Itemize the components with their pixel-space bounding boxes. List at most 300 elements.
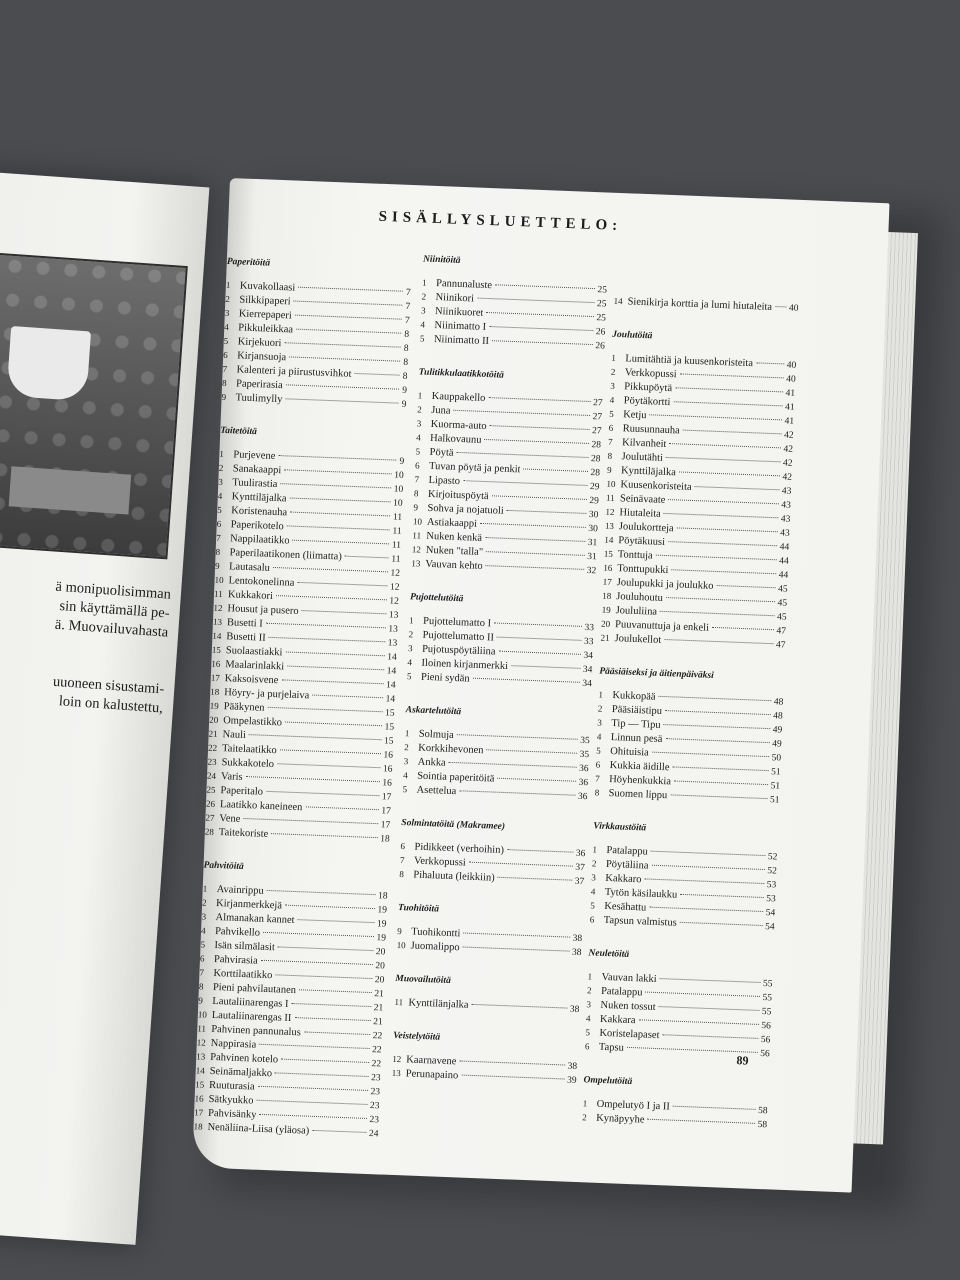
entry-page: 15 (383, 736, 394, 747)
entry-title: Kaarnavene (406, 1054, 457, 1068)
entry-page: 55 (762, 993, 773, 1004)
entry-title: Tuulirastia (232, 477, 278, 491)
room-photo (0, 253, 188, 560)
entry-number: 6 (589, 914, 595, 925)
entry-page: 24 (368, 1129, 379, 1140)
entry-number: 1 (408, 615, 414, 626)
entry-page: 17 (380, 820, 391, 831)
entry-number: 18 (210, 686, 220, 697)
dot-leader (680, 922, 762, 926)
dot-leader (477, 298, 594, 303)
dot-leader (284, 342, 400, 347)
entry-title: Pannunaluste (435, 277, 493, 292)
dot-leader (486, 551, 584, 556)
entry-title: Joululiina (615, 605, 658, 618)
entry-number: 1 (598, 689, 604, 700)
entry-title: Niinikori (435, 291, 475, 305)
dot-leader (268, 707, 383, 712)
dot-leader (665, 710, 770, 715)
entry-number: 3 (420, 305, 426, 316)
entry-title: Laatikko kaneineen (219, 799, 303, 814)
contents-section (193, 859, 388, 1141)
contents-section (396, 902, 583, 960)
entry-number: 5 (406, 671, 412, 682)
entry-number: 7 (199, 967, 205, 978)
entry-title: Verkkopussi (624, 367, 677, 381)
dot-leader (648, 1119, 755, 1124)
entry-number: 6 (595, 759, 601, 770)
entry-number: 9 (221, 391, 227, 403)
dot-leader (246, 776, 380, 782)
entry-page: 16 (383, 750, 394, 761)
entry-page: 7 (405, 301, 411, 313)
dot-leader (312, 695, 382, 699)
dot-leader (294, 1017, 370, 1021)
contents-section (594, 666, 784, 808)
entry-page: 19 (376, 919, 387, 930)
entry-number: 10 (214, 574, 224, 586)
entry-title: Lentokonelinna (228, 575, 295, 589)
entry-number: 3 (586, 999, 592, 1010)
dot-leader (673, 401, 782, 406)
entry-number: 15 (194, 1079, 205, 1090)
entry-title: Astiakaappi (426, 516, 478, 530)
entry-number: 5 (590, 900, 596, 911)
entry-title: Kierrepaperi (238, 308, 293, 322)
section-heading: Tulitikkulaatikkotöitä (418, 367, 504, 381)
entry-number: 10 (412, 516, 423, 527)
entry-page: 56 (761, 1021, 772, 1032)
left-page-text (0, 571, 172, 718)
entry-title: Sanakaappi (232, 463, 282, 477)
entry-title: Kesähattu (604, 900, 647, 914)
entry-page: 42 (782, 458, 793, 469)
entry-page: 47 (776, 626, 787, 637)
entry-number: 4 (609, 394, 615, 405)
entry-title: Seinämaljakko (209, 1065, 273, 1080)
entry-page: 31 (587, 538, 598, 549)
dot-leader (712, 627, 774, 630)
entry-page: 42 (783, 444, 794, 455)
dot-leader (457, 452, 589, 458)
entry-page: 28 (591, 440, 602, 451)
dot-leader (285, 398, 398, 403)
entry-number: 4 (585, 1013, 591, 1024)
section-heading: Ompelutöitä (583, 1075, 633, 1088)
entry-page: 54 (765, 908, 776, 919)
dot-leader (649, 907, 762, 912)
entry-number: 6 (414, 460, 420, 471)
entry-number: 2 (421, 291, 427, 302)
entry-title: Kirjanmerkkejä (215, 898, 283, 912)
entry-title: Asettelua (416, 784, 457, 798)
entry-number: 21 (208, 728, 218, 739)
entry-number: 22 (207, 742, 218, 753)
entry-title: Tuohikontti (410, 926, 461, 940)
dot-leader (249, 734, 381, 740)
entry-title: Tapsu (598, 1041, 625, 1054)
dot-leader (275, 974, 372, 979)
entry-number: 28 (204, 826, 215, 837)
entry-number: 4 (420, 319, 426, 330)
entry-title: Tip — Tipu (611, 718, 661, 731)
entry-number: 2 (404, 742, 409, 753)
entry-number: 2 (591, 858, 597, 869)
entry-title: Pöytä (429, 446, 454, 459)
entry-number: 11 (213, 588, 223, 600)
dot-leader (281, 1059, 369, 1063)
entry-title: Kynttilänjalka (408, 997, 469, 1011)
left-text-line: ä monipuolisimman (55, 578, 172, 603)
section-heading: Tuohitöitä (397, 902, 440, 915)
dot-leader (284, 469, 391, 474)
entry-title: Pöytäliina (605, 858, 649, 872)
entry-number: 11 (605, 492, 615, 503)
entry-title: Pieni pahvilautanen (212, 981, 297, 997)
dot-leader (487, 749, 577, 753)
entry-title: Hiutaleita (619, 507, 662, 520)
entry-page: 10 (393, 484, 404, 495)
contents-section (407, 591, 595, 691)
dot-leader (673, 1106, 755, 1110)
dot-leader (672, 766, 768, 771)
entry-title: Ruusunnauha (622, 423, 681, 437)
entry-number: 15 (603, 548, 614, 559)
entry-title: Koristelapaset (599, 1027, 660, 1042)
entry-number: 12 (392, 1053, 402, 1065)
entry-title: Lumitähtiä ja kuusenkoristeita (625, 353, 754, 370)
entry-page: 34 (583, 650, 594, 662)
contents-section (585, 947, 774, 1061)
dot-leader (459, 790, 575, 795)
page-title: SISÄLLYSLUETTELO: (378, 208, 623, 235)
entry-title: Patalappu (600, 985, 643, 999)
entry-title: Kirjansuoja (236, 350, 287, 364)
entry-title: Koristenauha (231, 505, 288, 519)
entry-page: 13 (388, 610, 399, 621)
dot-leader (463, 933, 569, 938)
entry-page: 16 (382, 764, 393, 775)
entry-page: 15 (384, 708, 395, 719)
entry-number: 2 (582, 1112, 587, 1123)
entry-page: 31 (587, 551, 597, 563)
entry-number: 16 (603, 562, 613, 573)
entry-title: Seinävaate (619, 493, 666, 506)
entry-page: 25 (596, 313, 607, 324)
dot-leader (668, 499, 778, 504)
entry-title: Joulukortteja (618, 521, 674, 535)
dot-leader (298, 919, 374, 923)
entry-number: 17 (210, 672, 220, 683)
entry-title: Nuken "talla" (425, 544, 484, 558)
dot-leader (345, 556, 389, 559)
entry-title: Vauvan lakki (601, 971, 657, 985)
entry-title: Kaksoisvene (224, 673, 279, 687)
contents-section (205, 425, 406, 847)
dot-leader (457, 734, 577, 740)
entry-number: 2 (225, 293, 231, 305)
contents-column-1 (192, 256, 411, 1161)
entry-page: 50 (771, 753, 782, 764)
entry-title: Paperirasia (235, 378, 283, 392)
entry-number: 9 (397, 925, 402, 937)
entry-number: 2 (417, 404, 422, 415)
entry-number: 3 (407, 643, 413, 654)
dot-leader (266, 623, 386, 629)
entry-title: Maalarinlakki (225, 659, 285, 673)
entry-page: 10 (394, 470, 404, 481)
entry-title: Patalappu (606, 844, 649, 858)
entry-page: 19 (376, 933, 387, 944)
entry-page: 21 (373, 1003, 384, 1014)
entry-page: 49 (771, 739, 782, 750)
dot-leader (497, 778, 575, 782)
entry-number: 4 (596, 731, 602, 742)
left-text-line: uuoneen sisustami- (52, 673, 165, 698)
entry-title: Kuusenkoristeita (620, 479, 692, 493)
dot-leader (296, 329, 401, 334)
contents-section (402, 704, 590, 804)
entry-title: Suomen lippu (608, 787, 668, 802)
dot-leader (287, 666, 384, 671)
left-text-line: loin on kalustettu, (58, 693, 164, 717)
entry-page: 32 (586, 565, 597, 577)
entry-title: Sienikirja korttia ja lumi hiutaleita (627, 296, 773, 313)
dot-leader (495, 284, 594, 289)
dot-leader (639, 1019, 759, 1025)
contents-page (192, 178, 890, 1193)
dot-leader (277, 763, 380, 768)
dot-leader (285, 651, 384, 656)
contents-section (600, 329, 797, 653)
contents-entry (394, 996, 579, 1017)
dot-leader (659, 1006, 759, 1011)
dot-leader (775, 306, 786, 307)
entry-page: 13 (387, 638, 398, 649)
entry-number: 20 (209, 714, 219, 725)
entry-title: Almanakan kannet (215, 911, 295, 927)
entry-number: 4 (217, 490, 223, 501)
left-page (0, 170, 209, 1245)
dot-leader (302, 610, 386, 614)
entry-title: Suolaastiakki (225, 645, 283, 659)
entry-page: 51 (770, 781, 781, 792)
entry-number: 5 (419, 333, 425, 344)
entry-page: 30 (588, 524, 598, 535)
entry-number: 7 (222, 363, 228, 375)
entry-page: 14 (385, 694, 396, 705)
entry-title: Niinimatto II (433, 333, 490, 348)
entry-page: 40 (785, 374, 796, 385)
entry-page: 38 (567, 1061, 578, 1072)
dot-leader (278, 946, 373, 951)
entry-title: Purjevene (233, 449, 276, 462)
entry-title: Puuvanuttuja ja enkeli (614, 619, 710, 634)
dot-leader (650, 414, 782, 420)
entry-page: 8 (402, 371, 408, 382)
entry-page: 22 (372, 1031, 383, 1042)
entry-title: Höyhenkukkia (608, 774, 672, 788)
entry-page: 11 (392, 512, 403, 523)
entry-number: 9 (606, 464, 612, 475)
dot-leader (677, 527, 778, 532)
entry-title: Sohva ja nojatuoli (427, 502, 505, 517)
dot-leader (290, 498, 391, 503)
entry-title: Kynttiläjalka (620, 465, 677, 479)
entry-title: Korkkihevonen (418, 742, 484, 757)
dot-leader (463, 480, 587, 486)
entry-page: 45 (777, 598, 788, 609)
entry-title: Kynttiläjalka (231, 491, 287, 505)
entry-page: 52 (767, 866, 777, 877)
entry-title: Pahvinen kotelo (210, 1051, 279, 1066)
dot-leader (695, 486, 779, 490)
entry-page: 48 (773, 711, 783, 722)
entry-page: 23 (369, 1115, 380, 1126)
entry-number: 5 (585, 1027, 591, 1038)
entry-title: Kilvanheit (621, 437, 667, 450)
entry-number: 11 (197, 1023, 207, 1034)
dot-leader (295, 315, 402, 320)
entry-page: 35 (579, 735, 590, 747)
entry-title: Pikkuleikkaa (238, 322, 294, 336)
entry-page: 28 (590, 454, 601, 465)
entry-page: 43 (781, 486, 792, 497)
entry-page: 11 (391, 540, 402, 551)
entry-page: 18 (377, 891, 388, 902)
entry-title: Korttilaatikko (213, 967, 273, 982)
entry-page: 34 (582, 664, 593, 676)
entry-number: 12 (196, 1037, 206, 1048)
entry-title: Ankka (417, 756, 446, 769)
entry-title: Höyry- ja purjelaiva (224, 687, 310, 702)
entry-title: Joulupukki ja joulukko (616, 577, 714, 592)
entry-title: Lautasalu (228, 561, 271, 574)
entry-page: 43 (780, 528, 790, 539)
entry-title: Kauppakello (431, 390, 486, 404)
dot-leader (263, 932, 374, 937)
entry-title: Iloinen kirjanmerkki (421, 657, 509, 673)
entry-page: 12 (389, 596, 400, 607)
entry-title: Tuvan pöytä ja penkit (428, 460, 521, 476)
dot-leader (680, 894, 763, 898)
entry-title: Housut ja pusero (227, 603, 299, 617)
entry-page: 9 (401, 399, 407, 410)
entry-page: 56 (760, 1035, 771, 1046)
entry-page: 41 (785, 388, 796, 399)
dot-leader (266, 791, 379, 796)
entry-number: 8 (215, 546, 221, 557)
contents-section (420, 253, 608, 353)
section-heading: Askartelutöitä (405, 705, 462, 718)
entry-number: 11 (394, 996, 404, 1008)
entry-title: Perunapaino (405, 1068, 459, 1082)
entry-number: 9 (198, 995, 204, 1006)
section-heading: Joulutöitä (612, 329, 653, 342)
entry-title: Pikkupöytä (624, 381, 673, 395)
entry-page: 45 (776, 612, 787, 623)
section-heading: Virkkaustöitä (593, 821, 647, 834)
contents-section (399, 817, 586, 889)
entry-number: 21 (600, 632, 610, 643)
entry-number: 10 (396, 939, 406, 951)
dot-leader (669, 443, 780, 448)
entry-page: 15 (384, 722, 395, 733)
entry-page: 7 (404, 315, 410, 326)
entry-page: 55 (762, 979, 773, 990)
dot-leader (651, 851, 765, 856)
entry-page: 26 (595, 341, 605, 352)
dot-leader (281, 679, 383, 684)
entry-number: 2 (610, 366, 616, 377)
entry-title: Pujottelumatto II (422, 629, 495, 644)
dot-leader (259, 1044, 369, 1049)
entry-page: 11 (391, 554, 401, 565)
entry-number: 8 (607, 450, 613, 461)
entry-number: 11 (412, 530, 422, 541)
entry-title: Taitelaatikko (221, 743, 277, 757)
entry-page: 21 (373, 1017, 383, 1028)
dot-leader (459, 1060, 564, 1065)
entry-page: 17 (381, 792, 392, 803)
dot-leader (665, 738, 769, 743)
entry-page: 21 (374, 989, 384, 1000)
entry-title: Avainrippu (216, 884, 264, 897)
dot-leader (652, 865, 765, 870)
entry-number: 1 (582, 1098, 588, 1109)
section-heading: Muovailutöitä (395, 973, 451, 987)
dot-leader (289, 356, 400, 361)
dot-leader (497, 637, 581, 641)
entry-title: Pujotuspöytäliina (421, 643, 496, 658)
entry-number: 6 (584, 1041, 590, 1052)
entry-number: 3 (218, 476, 224, 487)
entry-page: 29 (589, 496, 600, 507)
entry-number: 5 (402, 784, 408, 795)
entry-title: Nappilaatikko (229, 533, 290, 547)
dot-leader (485, 537, 585, 542)
entry-number: 5 (596, 745, 601, 756)
entry-title: Varis (220, 771, 243, 783)
entry-number: 13 (391, 1067, 401, 1079)
entry-page: 40 (788, 303, 799, 314)
dot-leader (261, 960, 373, 965)
entry-title: Niinikuoret (434, 305, 484, 319)
entry-title: Pääsiäistipu (611, 704, 663, 717)
dot-leader (453, 410, 589, 416)
entry-number: 2 (586, 985, 592, 996)
contents-entry (613, 295, 798, 316)
dot-leader (511, 665, 580, 669)
entry-title: Nappirasia (210, 1037, 257, 1051)
dot-leader (645, 992, 759, 997)
dot-leader (645, 878, 764, 884)
entry-page: 22 (371, 1059, 382, 1070)
dot-leader (490, 425, 589, 430)
dot-leader (273, 567, 388, 572)
entry-title: Taitekoriste (218, 827, 269, 840)
dot-leader (656, 555, 777, 561)
entry-number: 16 (194, 1093, 204, 1104)
entry-number: 10 (197, 1009, 208, 1020)
entry-page: 27 (591, 426, 602, 437)
dot-leader (304, 1031, 370, 1035)
entry-page: 14 (386, 666, 397, 677)
entry-title: Paperilaatikonen (liimatta) (229, 547, 342, 563)
entry-number: 8 (594, 787, 600, 798)
entry-page: 33 (584, 622, 595, 634)
entry-title: Kukkopää (612, 690, 656, 703)
